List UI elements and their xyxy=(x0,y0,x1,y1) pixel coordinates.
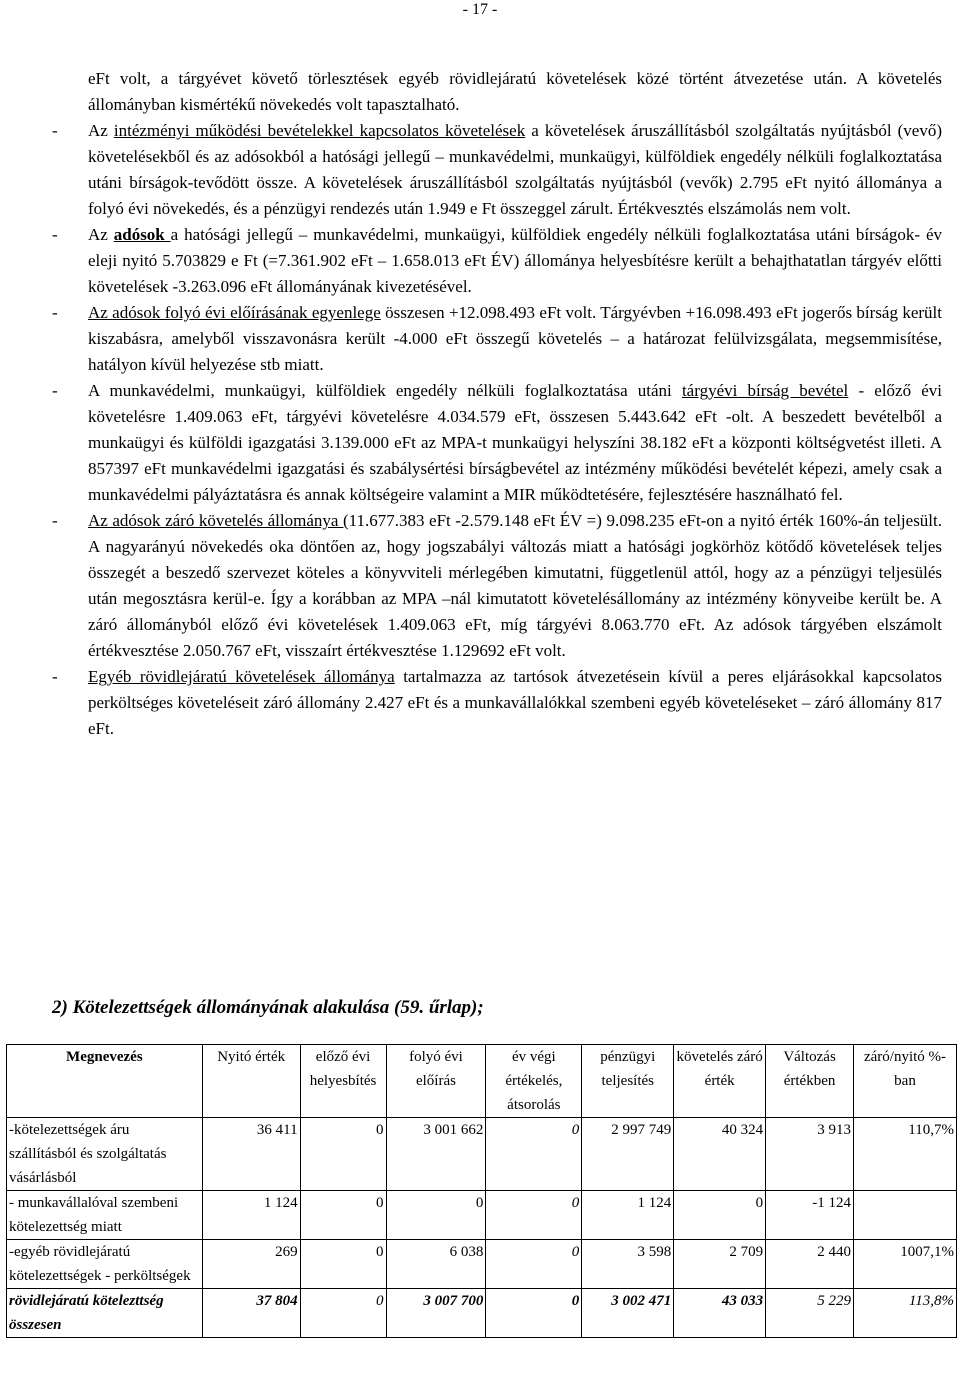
bullet-dash: - xyxy=(52,121,58,140)
total-cell-text: 113,8% xyxy=(908,1293,954,1309)
cell-value: -1 124 xyxy=(766,1191,854,1240)
total-cell-value: 3 007 700 xyxy=(386,1289,486,1338)
paragraph xyxy=(52,300,942,378)
paragraph xyxy=(52,508,942,664)
header-cell: záró/nyitó %-ban xyxy=(854,1045,957,1118)
text-segment: - előző évi követelésre 1.409.063 eFt, tárgyévi követelésre 4.034.579 eFt, összesen 5.443.642 eFt -olt. A beszedett bevételből a munkaügyi és külföldi igazgatási 3.139.000 eFt az MPA-t munkaügyi helyszíni 38.182 eFt a központi költségvetést illeti. A 857397 eFt munkavédelmi igazgatási és szabálysértési bírságbevétel az intézmény működési bevételét képezi, amely csak a munkavédelmi pályáztatásra és annak költségeire valamint a MIR működtetésére, fejlesztésére használható fel. xyxy=(88,381,943,504)
bullet-dash: - xyxy=(52,225,58,244)
cell-value: 3 598 xyxy=(582,1240,674,1289)
bullet-dash: - xyxy=(52,381,58,400)
text-segment: intézményi működési bevételekkel kapcsolatos követelések xyxy=(113,121,526,140)
text-segment: Az xyxy=(88,121,114,140)
row-name: -kötelezettségek áru szállításból és szolgáltatás vásárlásból xyxy=(7,1118,203,1191)
cell-value: 3 001 662 xyxy=(386,1118,486,1191)
cell-value: 0 xyxy=(300,1118,386,1191)
body-text xyxy=(52,66,942,742)
cell-value: 0 xyxy=(486,1118,582,1191)
total-cell-value xyxy=(854,1289,957,1338)
bullet-dash: - xyxy=(52,667,58,686)
cell-value: 1 124 xyxy=(202,1191,300,1240)
cell-value: 0 xyxy=(486,1191,582,1240)
row-name: -egyéb rövidlejáratú kötelezettségek - perköltségek xyxy=(7,1240,203,1289)
page-number: - 17 - xyxy=(462,1,498,18)
cell-value: 2 440 xyxy=(766,1240,854,1289)
text-segment: a követelések áruszállításból szolgáltatás nyújtásból (vevő) követelésekből és az adósokból a hatósági jellegű – munkavédelmi, munkaügyi, külföldiek engedély nélküli foglalkoztatása utáni bírságok-tevődött össze. A követelések áruszállításból szolgáltatás nyújtásból (vevők) 2.795 eFt nyitó állománya a folyó évi növekedés, és a pénzügyi rendezés után 1.949 e Ft összeggel zárult. Értékvesztés elszámolás nem volt. xyxy=(88,121,943,218)
cell-value: 110,7% xyxy=(854,1118,957,1191)
text-segment: Az adósok záró követelés állománya ( xyxy=(88,511,349,530)
table-row xyxy=(7,1240,957,1289)
total-cell-value xyxy=(766,1289,854,1338)
bullet-dash: - xyxy=(52,511,58,530)
cell-value: 269 xyxy=(202,1240,300,1289)
header-cell: év végi értékelés, átsorolás xyxy=(486,1045,582,1118)
table-row xyxy=(7,1118,957,1191)
header-cell: pénzügyi teljesítés xyxy=(582,1045,674,1118)
header-cell: Nyitó érték xyxy=(202,1045,300,1118)
cell-value: 0 xyxy=(300,1240,386,1289)
row-name: - munkavállalóval szembeni kötelezettség miatt xyxy=(7,1191,203,1240)
total-cell-value: 3 002 471 xyxy=(582,1289,674,1338)
header-cell: folyó évi előírás xyxy=(386,1045,486,1118)
header-cell: Változás értékben xyxy=(766,1045,854,1118)
text-segment: Az xyxy=(88,225,114,244)
total-cell-text: 5 229 xyxy=(817,1293,852,1309)
table-header-row xyxy=(7,1045,957,1118)
header-cell: előző évi helyesbítés xyxy=(300,1045,386,1118)
cell-value: 36 411 xyxy=(202,1118,300,1191)
cell-value: 2 709 xyxy=(674,1240,766,1289)
header-cell: Megnevezés xyxy=(7,1045,203,1118)
text-segment: eFt volt, a tárgyévet követő törlesztések egyéb rövidlejáratú követelések közé történt átvezetése után. A követelés állományban kismértékű növekedés volt tapasztalható. xyxy=(88,69,942,114)
paragraph xyxy=(52,664,942,742)
text-segment: összesen +12.098.493 eFt volt. Tárgyévben +16.098.493 eFt jogerős bírság került kiszabásra, amelyből visszavonásra került -4.000 eFt összegű követelés – a határozat felülvizsgálata, megsemmisítése, hatályon kívül helyezése stb miatt. xyxy=(88,303,942,374)
paragraph xyxy=(52,118,942,222)
total-cell-value: 43 033 xyxy=(674,1289,766,1338)
paragraph xyxy=(52,222,942,300)
cell-value: 0 xyxy=(386,1191,486,1240)
text-segment: tartalmazza az tartósok átvezetésein kívül a peres eljárásokkal kapcsolatos perköltséges követeléseit záró állomány 2.427 eFt és a munkavállalókkal szembeni egyéb követeléseket – záró állomány 817 eFt. xyxy=(88,667,942,738)
cell-value: 2 997 749 xyxy=(582,1118,674,1191)
paragraph xyxy=(52,66,942,118)
total-cell-value: 37 804 xyxy=(202,1289,300,1338)
cell-value: 0 xyxy=(674,1191,766,1240)
table-total-row xyxy=(7,1289,957,1338)
cell-value: 6 038 xyxy=(386,1240,486,1289)
text-segment: 11.677.383 eFt -2.579.148 eFt ÉV =) 9.098.235 eFt-on a nyitó érték 160%-án teljesült. A nagyarányú növekedés oka döntően az, hogy jogszabályi változás miatt a hatósági jogkörhöz kötődő követelések teljes összegét a beszedő szervezet köteles a könyvviteli mérlegében kimutatni, függetlenül attól, hogy az a pénzügyi teljesülés után megosztásra kerül-e. Így a korábban az MPA –nál kimutatott követelésállomány az intézmény könyveibe került be. A záró állományból előző évi követelések 1.409.063 eFt, míg tárgyévi 8.063.770 eFt. Az adósok tárgyében elszámolt értékvesztése 2.050.767 eFt, visszaírt értékvesztése 1.129692 eFt volt. xyxy=(88,511,943,660)
total-cell-value: 0 xyxy=(486,1289,582,1338)
text-segment: tárgyévi bírság bevétel xyxy=(681,381,849,400)
section-heading: 2) Kötelezettségek állományának alakulása (59. űrlap); xyxy=(52,997,484,1018)
cell-value: 0 xyxy=(486,1240,582,1289)
text-segment: a hatósági jellegű – munkavédelmi, munkaügyi, külföldiek engedély nélküli foglalkoztatása utáni bírságok- év eleji nyitó 5.703829 e Ft (=7.361.902 eFt – 1.658.013 eFt ÉV) állománya helyesbítésre került a behajthatatlan tárgyév előtti követelések -3.263.096 eFt állományának kivezetésével. xyxy=(88,225,943,296)
cell-value: 1007,1% xyxy=(854,1240,957,1289)
text-segment: A munkavédelmi, munkaügyi, külföldiek engedély nélküli foglalkoztatása utáni xyxy=(88,381,682,400)
text-segment: Az adósok folyó évi előírásának egyenlege xyxy=(88,303,381,322)
cell-value: 3 913 xyxy=(766,1118,854,1191)
text-segment: Egyéb rövidlejáratú követelések állománya xyxy=(88,667,395,686)
total-cell-text: 0 xyxy=(376,1293,384,1309)
bullet-dash: - xyxy=(52,303,58,322)
table-row xyxy=(7,1191,957,1240)
paragraph xyxy=(52,378,942,508)
header-cell: követelés záró érték xyxy=(674,1045,766,1118)
text-segment: adósok xyxy=(113,225,171,244)
cell-value: 0 xyxy=(300,1191,386,1240)
cell-value: 40 324 xyxy=(674,1118,766,1191)
total-cell-value xyxy=(300,1289,386,1338)
liabilities-table xyxy=(6,1044,957,1338)
total-row-name: rövidlejáratú kötelezttség összesen xyxy=(7,1289,203,1338)
cell-value xyxy=(854,1191,957,1240)
cell-value: 1 124 xyxy=(582,1191,674,1240)
